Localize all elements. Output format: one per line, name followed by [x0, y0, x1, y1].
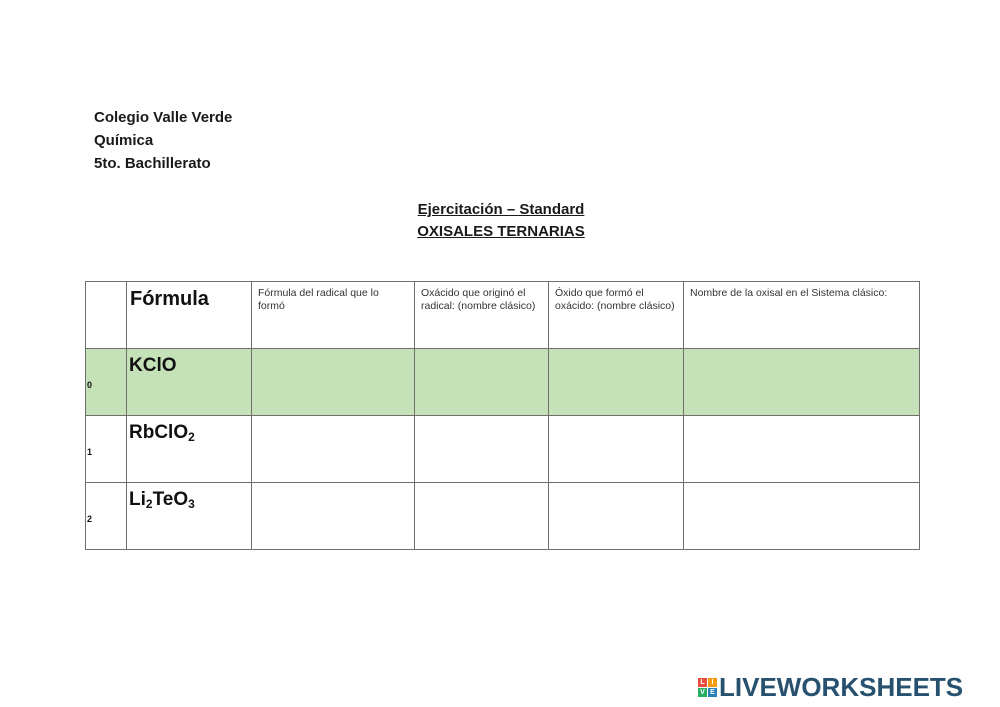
row-index-label: 1: [87, 447, 93, 457]
live-blocks-icon: [698, 678, 717, 697]
logo-letter-block: L: [698, 678, 707, 687]
brand-name: LIVEWORKSHEETS: [719, 671, 964, 702]
school-header: [94, 106, 232, 175]
classic-name-answer-cell[interactable]: [684, 483, 920, 550]
logo-letter-block: E: [708, 688, 717, 697]
header-cell-oxacid: Oxácido que originó el radical: (nombre clásico): [415, 282, 549, 349]
oxide-answer-cell[interactable]: [549, 483, 684, 550]
radical-answer-cell[interactable]: [252, 483, 415, 550]
oxide-answer-cell[interactable]: [549, 349, 684, 416]
oxacid-answer-cell[interactable]: [415, 483, 549, 550]
worksheet-subtitle: OXISALES TERNARIAS: [417, 223, 585, 240]
row-index: [86, 416, 127, 483]
formula-cell: KClO: [127, 349, 252, 416]
school-name: Colegio Valle Verde: [94, 109, 233, 126]
worksheet-title: Ejercitación – Standard: [417, 201, 585, 218]
header-cell-index: [86, 282, 127, 349]
row-index-label: 2: [87, 514, 93, 524]
row-index: [86, 483, 127, 550]
table-header-row: [86, 282, 920, 349]
header-cell-formula: Fórmula: [127, 282, 252, 349]
row-index-label: 0: [87, 380, 93, 390]
oxacid-answer-cell[interactable]: [415, 416, 549, 483]
oxide-answer-cell[interactable]: [549, 416, 684, 483]
radical-answer-cell[interactable]: [252, 349, 415, 416]
header-cell-classic-name: Nombre de la oxisal en el Sistema clásico:: [684, 282, 920, 349]
header-cell-radical: Fórmula del radical que lo formó: [252, 282, 415, 349]
oxacid-answer-cell[interactable]: [415, 349, 549, 416]
worksheet-titles: [0, 199, 1000, 243]
header-cell-oxide: Óxido que formó el oxácido: (nombre clásico): [549, 282, 684, 349]
table-row: [86, 349, 920, 416]
subject-name: Química: [94, 132, 154, 149]
radical-answer-cell[interactable]: [252, 416, 415, 483]
grade-name: 5to. Bachillerato: [94, 155, 211, 172]
logo-letter-block: V: [698, 688, 707, 697]
classic-name-answer-cell[interactable]: [684, 349, 920, 416]
exercise-table: [85, 281, 920, 550]
liveworksheets-logo: [698, 672, 963, 702]
formula-cell: RbClO$_2$: [127, 416, 252, 483]
row-index: [86, 349, 127, 416]
formula-cell: $Li_2TeO_3$: [127, 483, 252, 550]
logo-letter-block: I: [708, 678, 717, 687]
table-row: [86, 416, 920, 483]
classic-name-answer-cell[interactable]: [684, 416, 920, 483]
table-row: [86, 483, 920, 550]
